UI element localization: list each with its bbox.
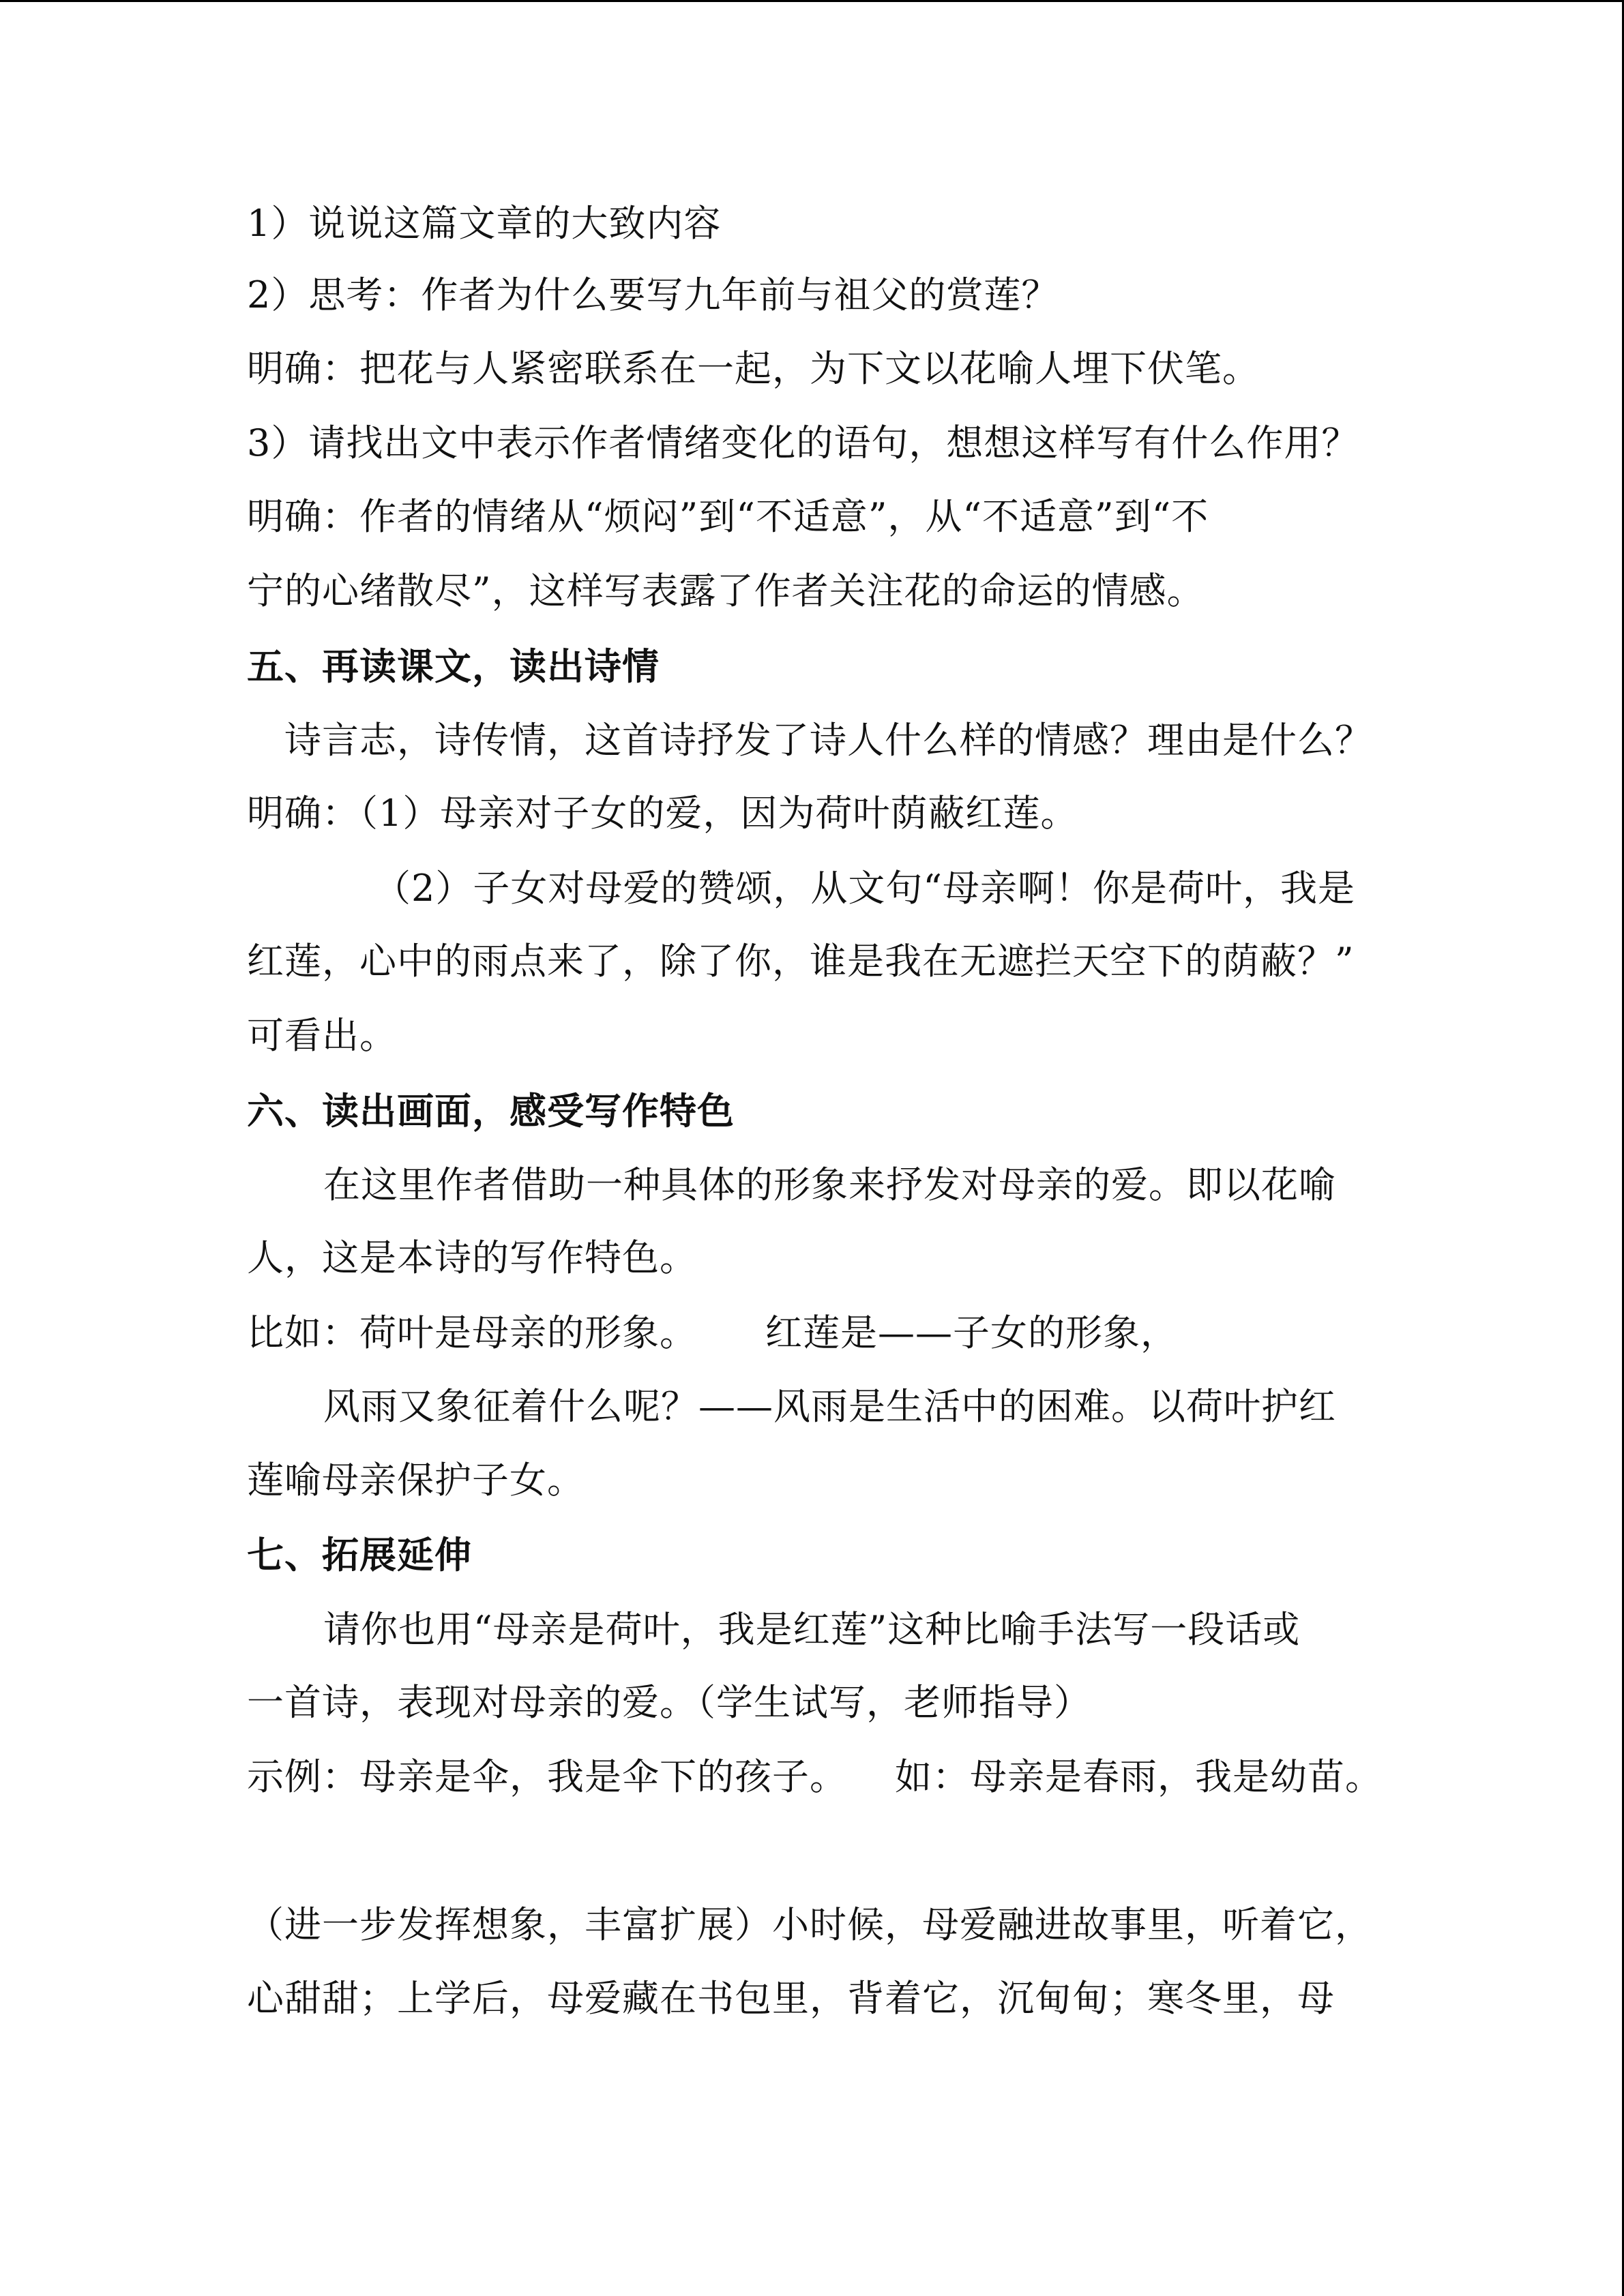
section-6-example-b: 红莲是——子女的形象， [765,1311,1178,1354]
section-6-heading: 六、读出画面，感受写作特色 [247,1089,735,1133]
section-6-paragraph-line-2: 人，这是本诗的写作特色。 [247,1236,697,1279]
section-7-paragraph-line-2: 一首诗，表现对母亲的爱。（学生试写，老师指导） [247,1681,1091,1724]
section-5-answer-2-line-1: （2）子女对母爱的赞颂，从文句“母亲啊！你是荷叶，我是 [374,867,1355,910]
section-7-paragraph-line-1: 请你也用“母亲是荷叶，我是红莲”这种比喻手法写一段话或 [323,1608,1301,1651]
section-7-paragraph-line-4: （进一步发挥想象，丰富扩展）小时候，母爱融进故事里，听着它， [247,1903,1372,1946]
question-2: 2）思考：作者为什么要写九年前与祖父的赏莲？ [247,273,1059,316]
section-6-paragraph-line-1: 在这里作者借助一种具体的形象来抒发对母亲的爱。即以花喻 [323,1163,1336,1206]
answer-3-line-2: 宁的心绪散尽”，这样写表露了作者关注花的命运的情感。 [247,569,1205,612]
question-3: 3）请找出文中表示作者情绪变化的语句，想想这样写有什么作用？ [247,421,1359,464]
section-7-example-b: 如：母亲是春雨，我是幼苗。 [895,1755,1383,1798]
section-5-answer-2-line-2: 红莲，心中的雨点来了，除了你，谁是我在无遮拦天空下的荫蔽？” [247,940,1355,983]
section-6-paragraph-line-4: 风雨又象征着什么呢？——风雨是生活中的困难。以荷叶护红 [323,1385,1336,1428]
answer-3-line-1: 明确：作者的情绪从“烦闷”到“不适意”，从“不适意”到“不 [247,495,1209,538]
page-top-border [0,0,1624,2]
answer-2: 明确：把花与人紧密联系在一起，为下文以花喻人埋下伏笔。 [247,347,1260,390]
section-7-paragraph-line-5: 心甜甜；上学后，母爱藏在书包里，背着它，沉甸甸；寒冬里，母 [247,1977,1335,2020]
section-5-answer-2-line-3: 可看出。 [247,1014,397,1057]
section-6-example-a: 比如：荷叶是母亲的形象。 [247,1311,697,1354]
section-7-example-a: 示例：母亲是伞，我是伞下的孩子。 [247,1755,847,1798]
section-5-heading: 五、再读课文，读出诗情 [247,644,660,688]
section-5-question: 诗言志，诗传情，这首诗抒发了诗人什么样的情感？理由是什么？ [284,719,1372,762]
section-7-heading: 七、拓展延伸 [247,1533,472,1577]
section-6-paragraph-line-5: 莲喻母亲保护子女。 [247,1459,585,1502]
question-1: 1）说说这篇文章的大致内容 [247,202,722,245]
section-5-answer-1: 明确：（1）母亲对子女的爱，因为荷叶荫蔽红莲。 [247,792,1078,835]
